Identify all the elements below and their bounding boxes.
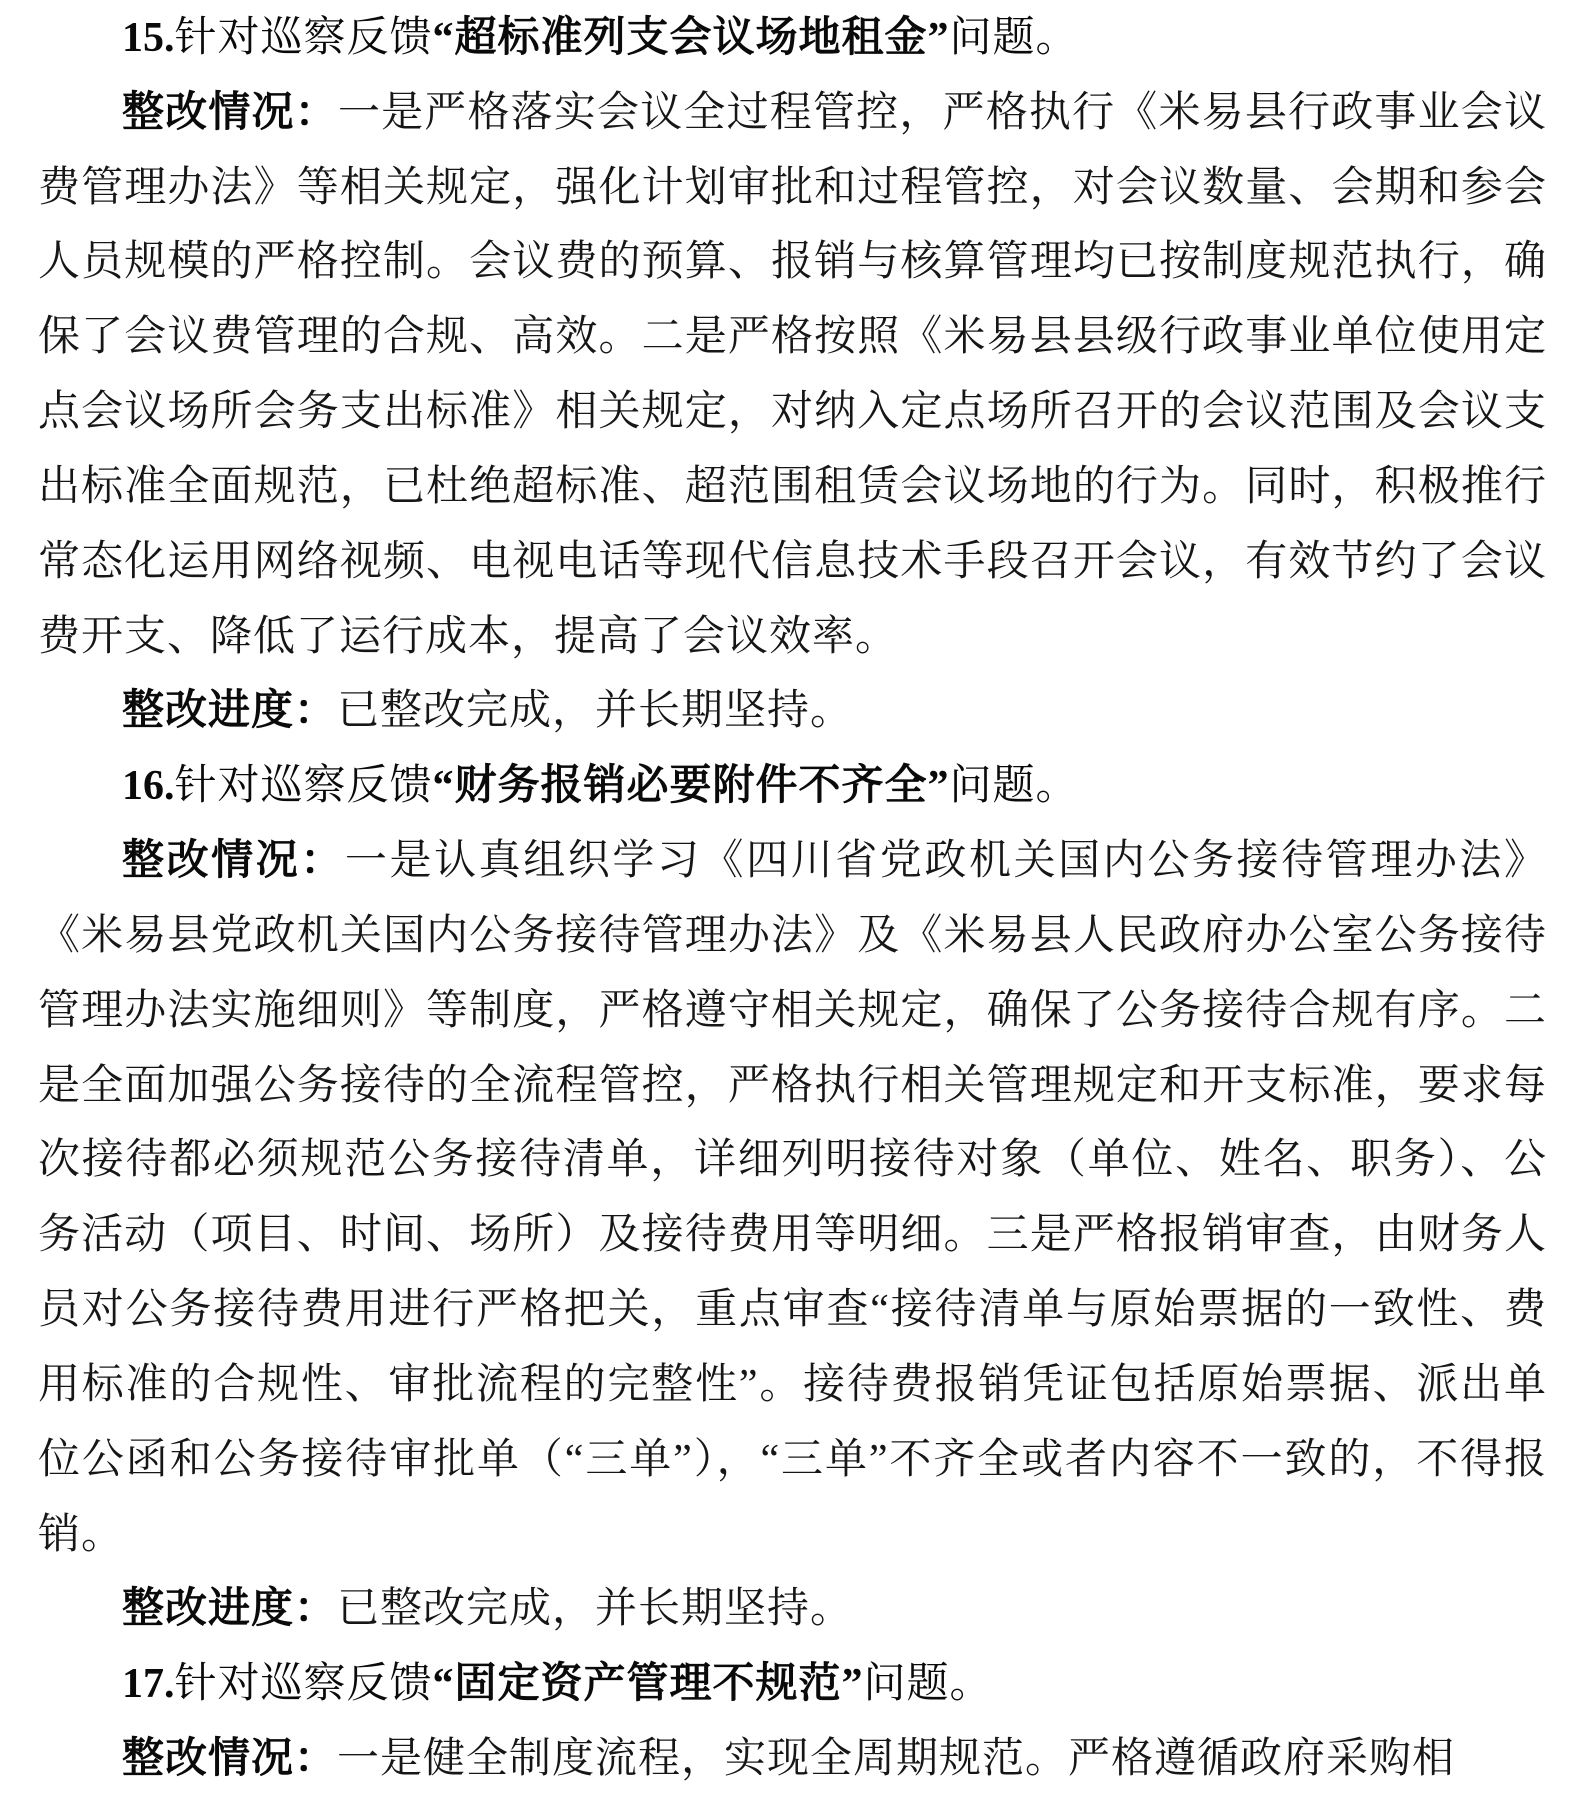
issue-heading-quoted: “超标准列支会议场地租金” <box>432 15 950 61</box>
issue-heading-lead: 针对巡察反馈 <box>174 1661 433 1708</box>
status-text: 一是健全制度流程，实现全周期规范。严格遵循政府采购相 <box>337 1736 1456 1783</box>
status-text: 一是严格落实会议全过程管控，严格执行《米易县行政事业会议费管理办法》等相关规定，强化计划审批和过程管控，对会议数量、会期和参会人员规模的严格控制。会议费的预算、报销与核算管理均已按制度规范执行，确保了会议费管理的合规、高效。二是严格按照《米易县县级行政事业单位使用定点会议场所会务支出标准》相关规定，对纳入定点场所召开的会议范围及会议支出标准全面规范，已杜绝超标准、超范围租赁会议场地的行为。同时，积极推行常态化运用网络视频、电视电话等现代信息技术手段召开会议，有效节约了会议费开支、降低了运行成本，提高了会议效率。 <box>38 89 1547 660</box>
status-label: 整改情况： <box>122 89 338 136</box>
issue-heading-tail: 问题。 <box>949 15 1079 61</box>
issue-heading-16 <box>38 749 1547 824</box>
issue-heading-tail: 问题。 <box>863 1661 993 1708</box>
issue-heading-lead: 针对巡察反馈 <box>174 15 433 61</box>
issue-number: 17. <box>122 1661 175 1708</box>
issue-heading-quoted: “财务报销必要附件不齐全” <box>432 763 950 810</box>
issue-heading-tail: 问题。 <box>949 763 1079 810</box>
progress-text: 已整改完成，并长期坚持。 <box>337 1586 854 1633</box>
issue-number: 15. <box>122 15 175 61</box>
section-issue-17 <box>38 1647 1547 1796</box>
issue-heading-15 <box>38 1 1547 76</box>
issue-heading-17 <box>38 1647 1547 1722</box>
rectification-status-paragraph-17 <box>38 1722 1547 1796</box>
rectification-status-paragraph-15 <box>38 76 1547 675</box>
issue-heading-lead: 针对巡察反馈 <box>174 763 433 810</box>
section-issue-16 <box>38 749 1547 1647</box>
status-label: 整改情况： <box>122 838 345 885</box>
progress-text: 已整改完成，并长期坚持。 <box>337 688 854 735</box>
rectification-progress-paragraph-16 <box>38 1572 1547 1647</box>
progress-label: 整改进度： <box>122 688 338 735</box>
status-text: 一是认真组织学习《四川省党政机关国内公务接待管理办法》《米易县党政机关国内公务接待管理办法》及《米易县人民政府办公室公务接待管理办法实施细则》等制度，严格遵守相关规定，确保了公务接待合规有序。二是全面加强公务接待的全流程管控，严格执行相关管理规定和开支标准，要求每次接待都必须规范公务接待清单，详细列明接待对象（单位、姓名、职务）、公务活动（项目、时间、场所）及接待费用等明细。三是严格报销审查，由财务人员对公务接待费用进行严格把关，重点审查“接待清单与原始票据的一致性、费用标准的合规性、审批流程的完整性”。接待费报销凭证包括原始票据、派出单位公函和公务接待审批单（“三单”），“三单”不齐全或者内容不一致的，不得报销。 <box>38 838 1547 1558</box>
section-issue-15 <box>38 1 1547 749</box>
progress-label: 整改进度： <box>122 1586 338 1633</box>
rectification-status-paragraph-16 <box>38 824 1547 1572</box>
rectification-progress-paragraph-15 <box>38 674 1547 749</box>
issue-number: 16. <box>122 763 175 810</box>
issue-heading-quoted: “固定资产管理不规范” <box>432 1661 864 1708</box>
status-label: 整改情况： <box>122 1736 338 1783</box>
